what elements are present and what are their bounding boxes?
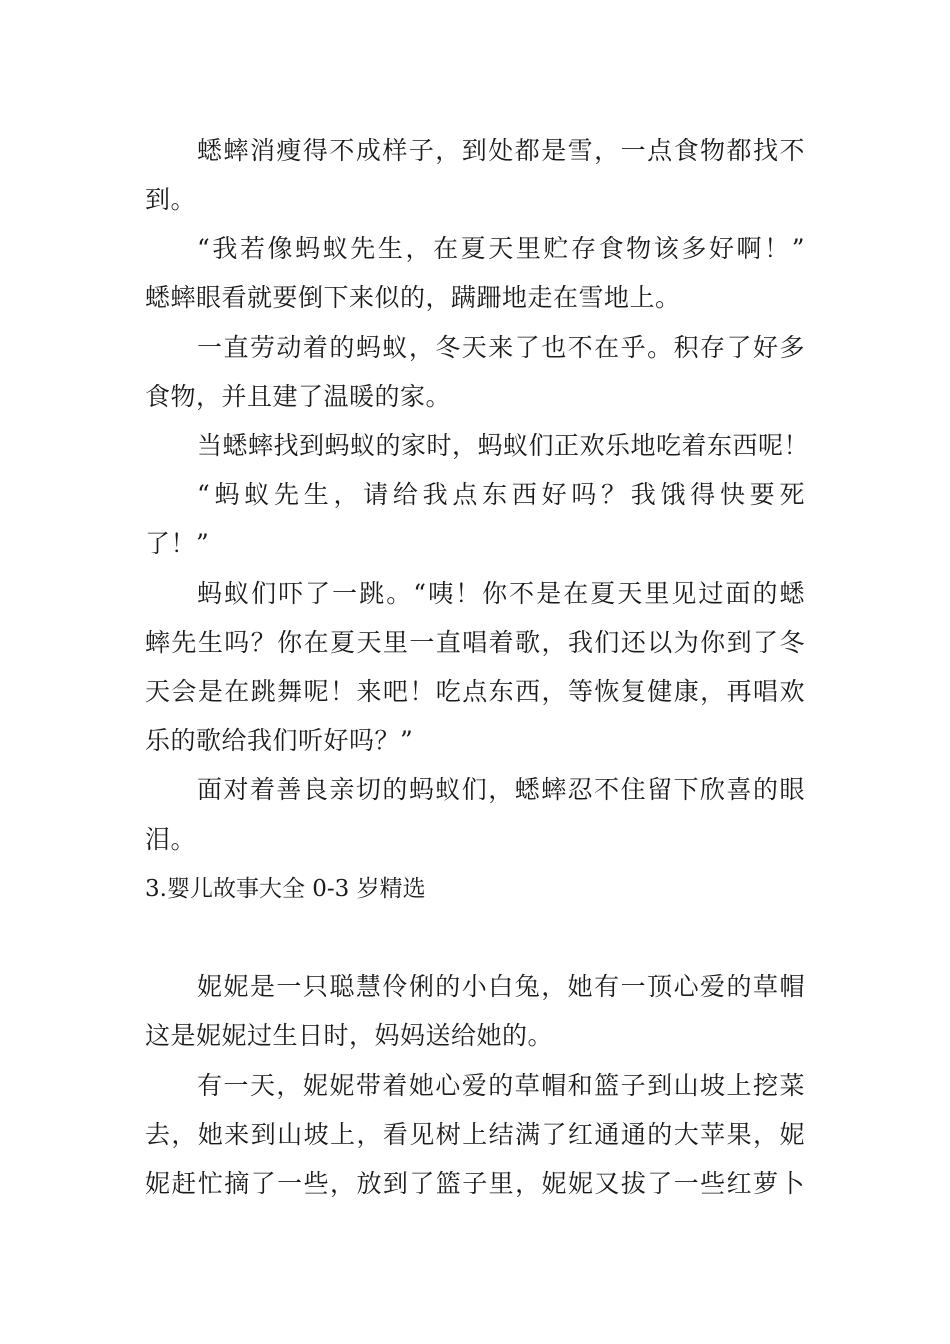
paragraph-line: 妮赶忙摘了一些，放到了篮子里，妮妮又拔了一些红萝卜 <box>145 1169 805 1198</box>
paragraph-line: 蟋蟀眼看就要倒下来似的，蹒跚地走在雪地上。 <box>145 283 681 312</box>
paragraph-line: 了！” <box>145 529 210 558</box>
paragraph-line: 食物，并且建了温暖的家。 <box>145 382 452 411</box>
paragraph-line: 这是妮妮过生日时，妈妈送给她的。 <box>145 1021 554 1050</box>
paragraph-line: 蟀先生吗？你在夏天里一直唱着歌，我们还以为你到了冬 <box>145 628 805 657</box>
section-heading: 3.婴儿故事大全 0-3 岁精选 <box>145 876 426 902</box>
paragraph-line: “我若像蚂蚁先生，在夏天里贮存食物该多好啊！” <box>197 234 805 263</box>
paragraph-line: 蟋蟀消瘦得不成样子，到处都是雪，一点食物都找不 <box>197 136 805 165</box>
paragraph-line: 乐的歌给我们听好吗？” <box>145 726 414 755</box>
paragraph-line: 到。 <box>145 185 197 214</box>
paragraph-line: 有一天，妮妮带着她心爱的草帽和篮子到山坡上挖菜 <box>197 1071 805 1100</box>
paragraph-line: 当蟋蟀找到蚂蚁的家时，蚂蚁们正欢乐地吃着东西呢！ <box>197 431 810 460</box>
paragraph-line: 妮妮是一只聪慧伶俐的小白兔，她有一顶心爱的草帽 <box>197 972 805 1001</box>
paragraph-line: 去，她来到山坡上，看见树上结满了红通通的大苹果，妮 <box>145 1120 805 1149</box>
paragraph-line: 一直劳动着的蚂蚁，冬天来了也不在乎。积存了好多 <box>197 333 805 362</box>
paragraph-line: 泪。 <box>145 825 197 854</box>
paragraph-line: 天会是在跳舞呢！来吧！吃点东西，等恢复健康，再唱欢 <box>145 677 805 706</box>
paragraph-line: 蚂蚁们吓了一跳。“咦！你不是在夏天里见过面的蟋 <box>197 579 805 608</box>
paragraph-line: “蚂蚁先生，请给我点东西好吗？我饿得快要死 <box>197 480 805 509</box>
paragraph-line: 面对着善良亲切的蚂蚁们，蟋蟀忍不住留下欣喜的眼 <box>197 775 805 804</box>
